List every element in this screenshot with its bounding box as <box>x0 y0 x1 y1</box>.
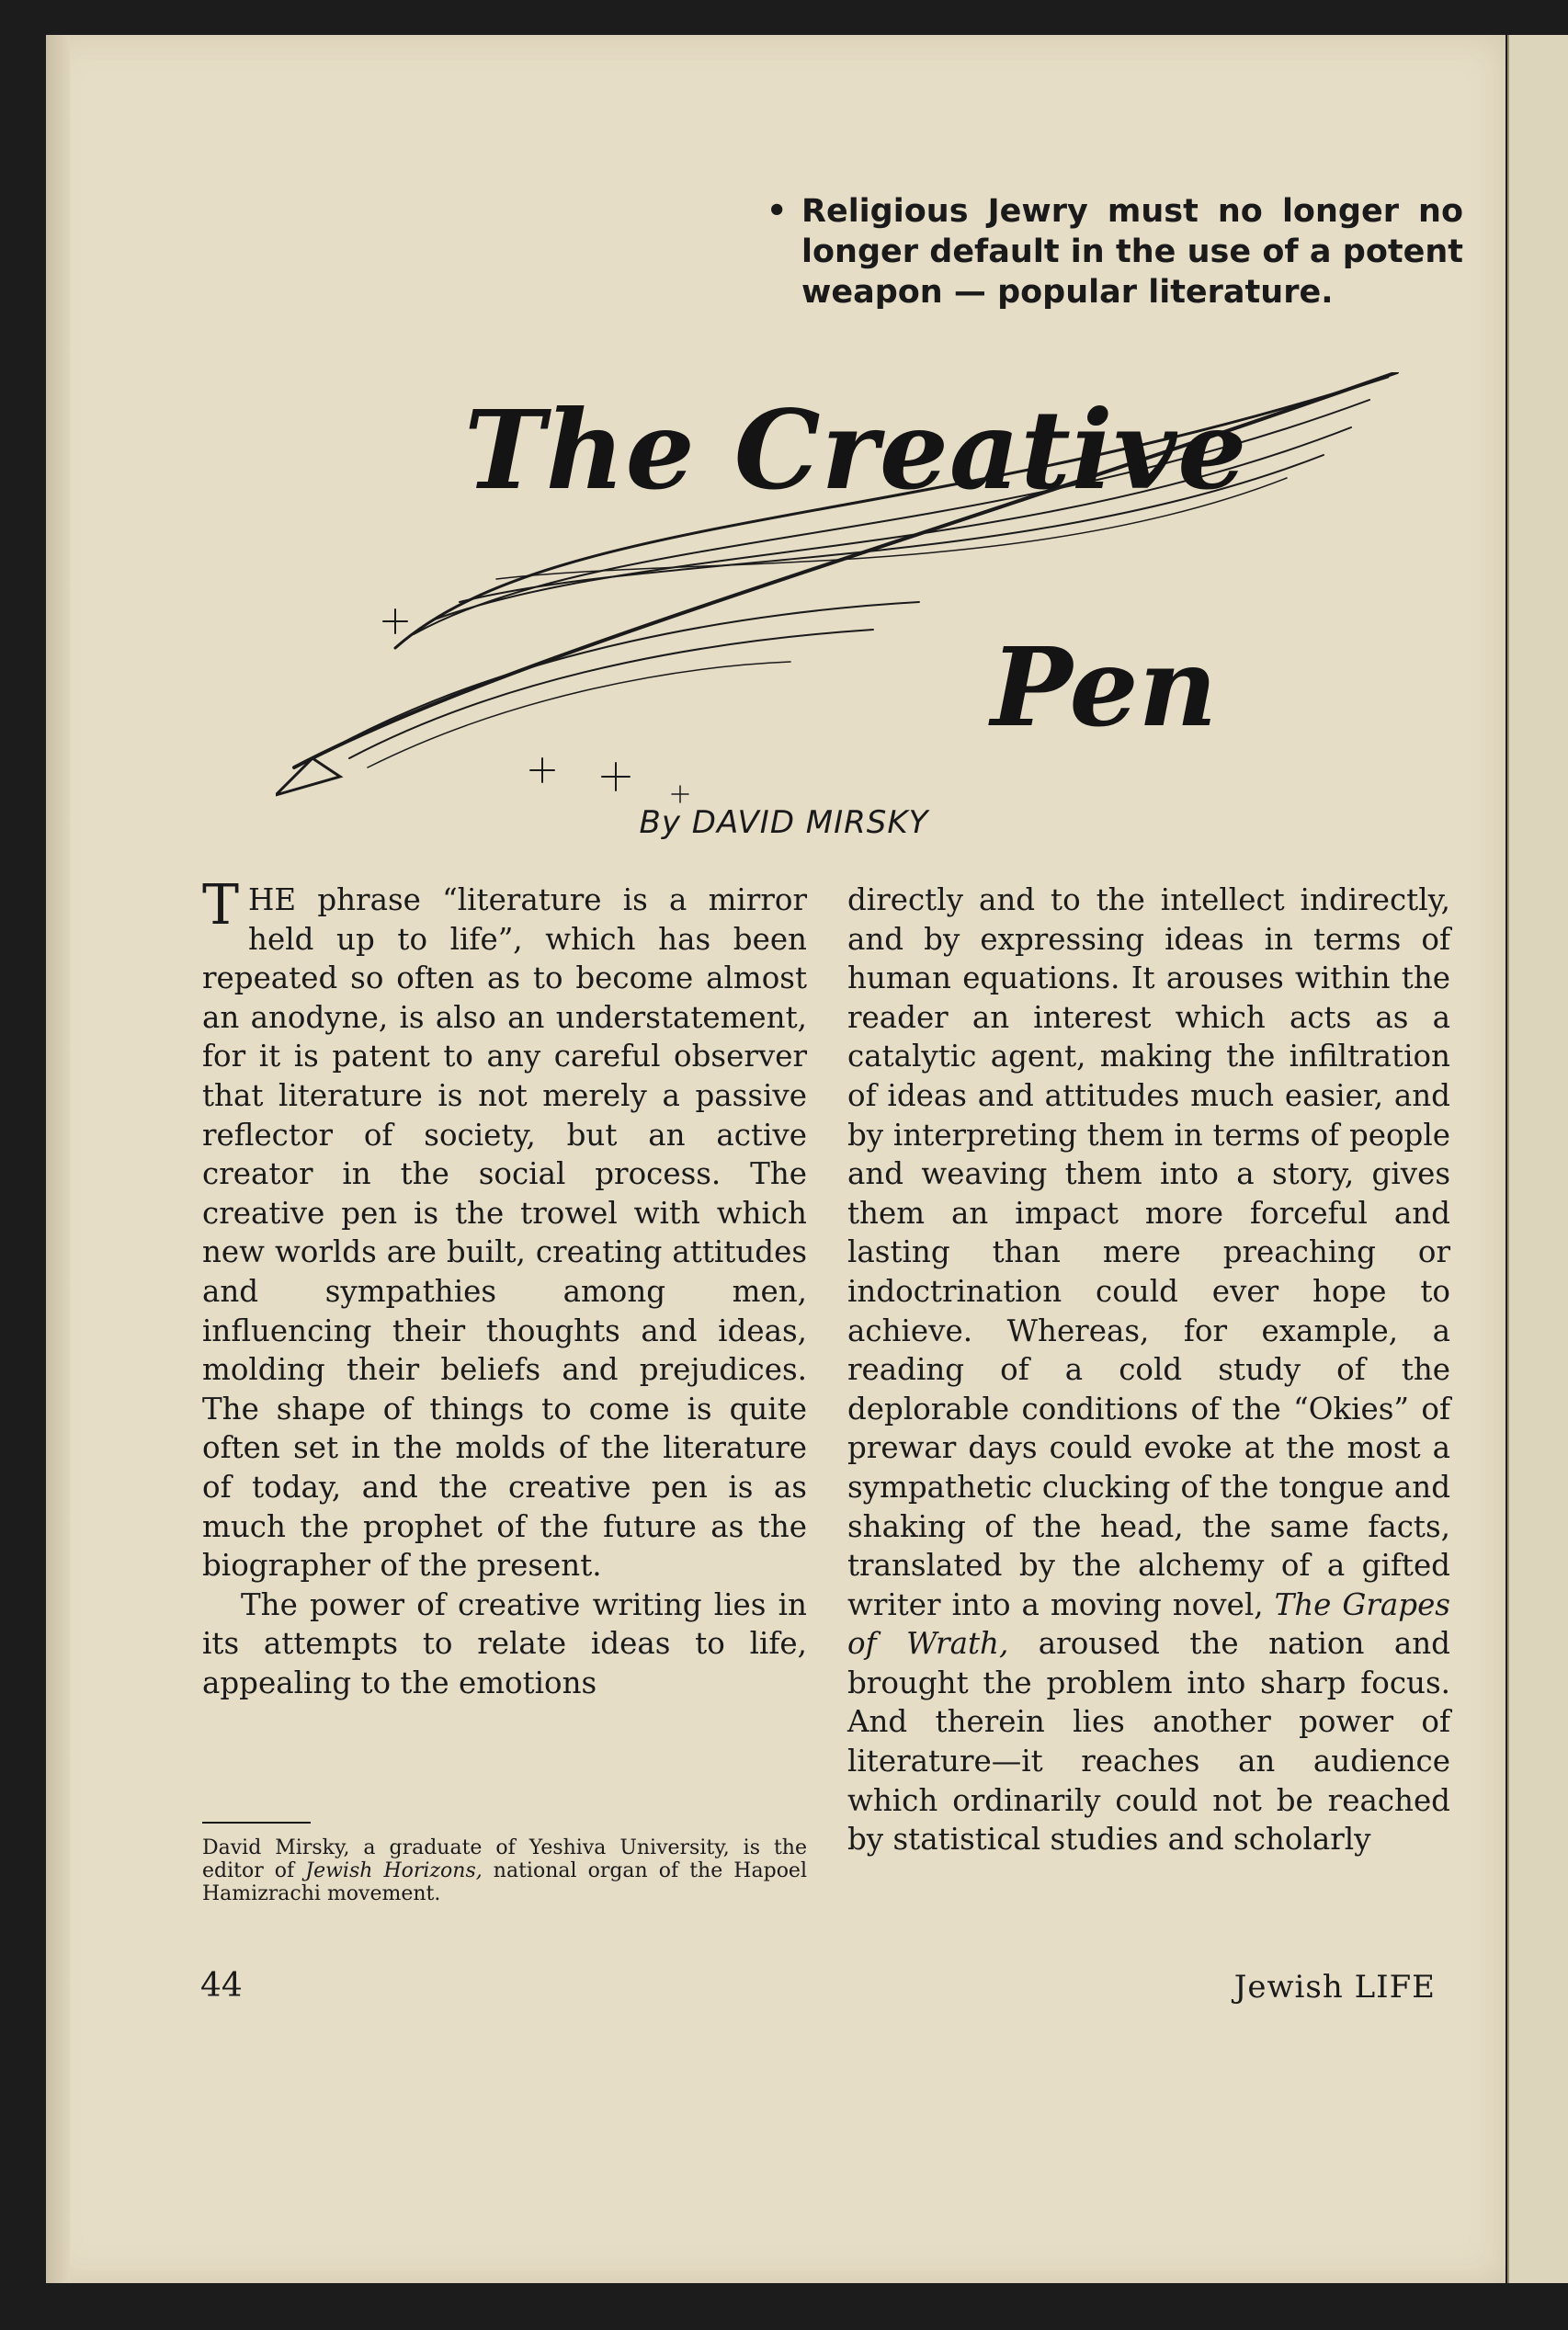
article-title-line-1: The Creative <box>464 386 1248 514</box>
paragraph-2: The power of creative writing lies in its attempts to relate ideas to life, appealing to the emotions <box>202 1586 807 1700</box>
footnote-text-1: David Mirsky, a graduate of Yeshiva University, is the editor of <box>202 1836 807 1882</box>
teaser-text: Religious Jewry must no longer no longer default in the use of a potent weapon — popular literature. <box>801 193 1463 311</box>
magazine-name: Jewish LIFE <box>1233 1969 1436 2006</box>
byline: By DAVID MIRSKY <box>639 804 929 841</box>
footnote-publication: Jewish Horizons, <box>305 1859 483 1882</box>
footnote-rule <box>202 1822 311 1824</box>
bullet: • <box>767 193 788 230</box>
teaser <box>767 191 1463 313</box>
page-spine <box>46 35 70 2283</box>
column-left <box>202 873 807 1702</box>
page-number: 44 <box>200 1967 243 2005</box>
paragraph-2-continued <box>847 881 1450 1859</box>
paragraph-1-text: HE phrase “literature is a mirror held up to life”, which has been repeated so often as to become almost an anodyne, is also an understatement, for it is patent to any careful observer that literature is not merely a passive reflector of society, but an active creator in the social process. The creative pen is the trowel with which new worlds are built, creating attitudes and sympathies among men, influencing their thoughts and ideas, molding their beliefs and prejudices. The shape of things to come is quite often set in the molds of the literature of today, and the creative pen is as much the prophet of the future as the biographer of the present. <box>202 882 807 1584</box>
column-right <box>847 881 1450 1859</box>
next-page-edge <box>1507 35 1568 2283</box>
author-footnote <box>202 1836 807 1905</box>
drop-cap: T <box>202 873 240 938</box>
col2-text-1: directly and to the intellect indirectly, and by expressing ideas in terms of human equations. It arouses within the reader an interest which acts as a catalytic agent, making the infiltration of ideas and attitudes much easier, and by interpreting them in terms of people and weaving them into a story, gives them an impact more forceful and lasting than mere preaching or indoctrination could ever hope to achieve. Whereas, for example, a reading of a cold study of the deplorable conditions of the “Okies” of prewar days could evoke at the most a sympathetic clucking of the tongue and shaking of the head, the same facts, translated by the alchemy of a gifted writer into a moving novel, <box>847 882 1450 1622</box>
col2-text-2: aroused the nation and brought the problem into sharp focus. And therein lies another power of literature—it reaches an audience which ordinarily could not be reached by statistical studies and scholarly <box>847 1626 1450 1858</box>
footnote-text-2: national organ of the Hapoel Hamizrachi movement. <box>202 1859 807 1905</box>
book-title: The Grapes of Wrath, <box>847 1586 1450 1662</box>
paragraph-1 <box>202 873 807 1586</box>
article-title-line-2: Pen <box>991 623 1218 751</box>
